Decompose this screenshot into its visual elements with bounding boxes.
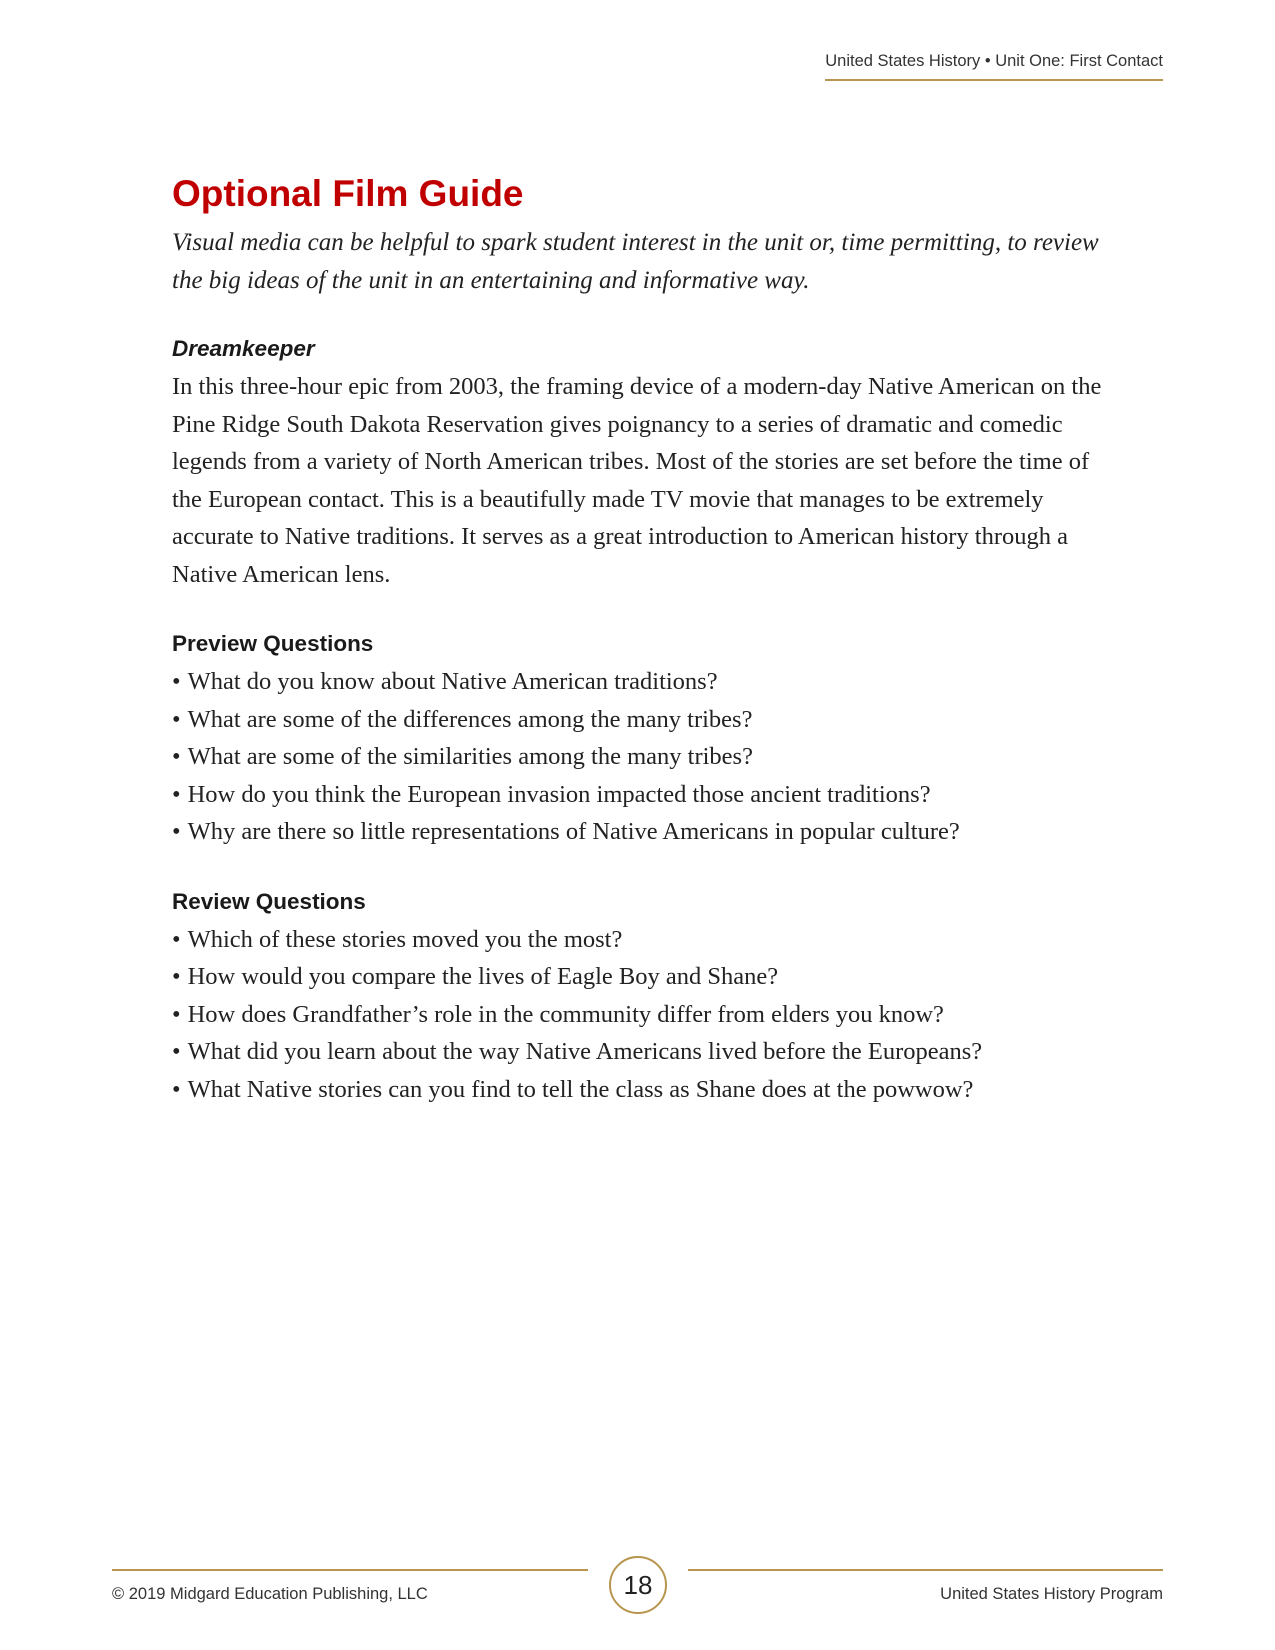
bullet-icon: • <box>172 1038 181 1065</box>
bullet-icon: • <box>172 818 181 845</box>
review-question: • How does Grandfather’s role in the community differ from elders you know? <box>172 1000 944 1028</box>
review-question: • What Native stories can you find to tell the class as Shane does at the powwow? <box>172 1075 974 1103</box>
preview-question: • Why are there so little representations of Native Americans in popular culture? <box>172 818 960 845</box>
preview-questions-heading: Preview Questions <box>172 631 374 656</box>
review-question: • How would you compare the lives of Eagle Boy and Shane? <box>172 963 779 990</box>
review-question: • What did you learn about the way Native Americans lived before the Europeans? <box>172 1038 983 1065</box>
preview-question: • What are some of the similarities among the many tribes? <box>172 743 753 770</box>
film-title: Dreamkeeper <box>172 336 315 361</box>
preview-question: • What do you know about Native American traditions? <box>172 668 718 695</box>
preview-questions-list <box>172 663 1122 851</box>
bullet-icon: • <box>172 963 181 990</box>
bullet-icon: • <box>172 743 181 770</box>
bullet-icon: • <box>172 1000 181 1028</box>
page-title: Optional Film Guide <box>172 173 524 214</box>
preview-question: • How do you think the European invasion impacted those ancient traditions? <box>172 780 931 808</box>
bullet-icon: • <box>172 668 181 695</box>
bullet-icon: • <box>172 780 181 808</box>
footer-copyright: © 2019 Midgard Education Publishing, LLC <box>112 1585 428 1603</box>
page-number-badge <box>609 1556 667 1614</box>
film-description: In this three-hour epic from 2003, the framing device of a modern-day Native American on the Pine Ridge South Dakota Reservation gives poignancy to a series of dramatic and comedic legends from a variety of North American tribes. Most of the stories are set before the time of the European contact. This is a beautifully made TV movie that manages to be extremely accurate to Native traditions. It serves as a great introduction to American history through a Native American lens. <box>172 373 1102 588</box>
bullet-icon: • <box>172 925 181 953</box>
main-content <box>172 170 1122 1108</box>
footer-program: United States History Program <box>940 1585 1163 1603</box>
page-number: 18 <box>623 1569 653 1600</box>
intro-text: Visual media can be helpful to spark student interest in the unit or, time permitting, to review the big ideas of the unit in an entertaining and informative way. <box>172 229 1099 294</box>
review-questions-list <box>172 921 1122 1109</box>
footer-rule-left <box>112 1569 588 1571</box>
review-question: • Which of these stories moved you the most? <box>172 925 623 953</box>
preview-question: • What are some of the differences among the many tribes? <box>172 705 753 733</box>
bullet-icon: • <box>172 705 181 733</box>
running-header: United States History • Unit One: First Contact <box>825 52 1163 81</box>
review-questions-heading: Review Questions <box>172 888 366 914</box>
footer-rule-right <box>688 1569 1163 1571</box>
bullet-icon: • <box>172 1075 181 1103</box>
